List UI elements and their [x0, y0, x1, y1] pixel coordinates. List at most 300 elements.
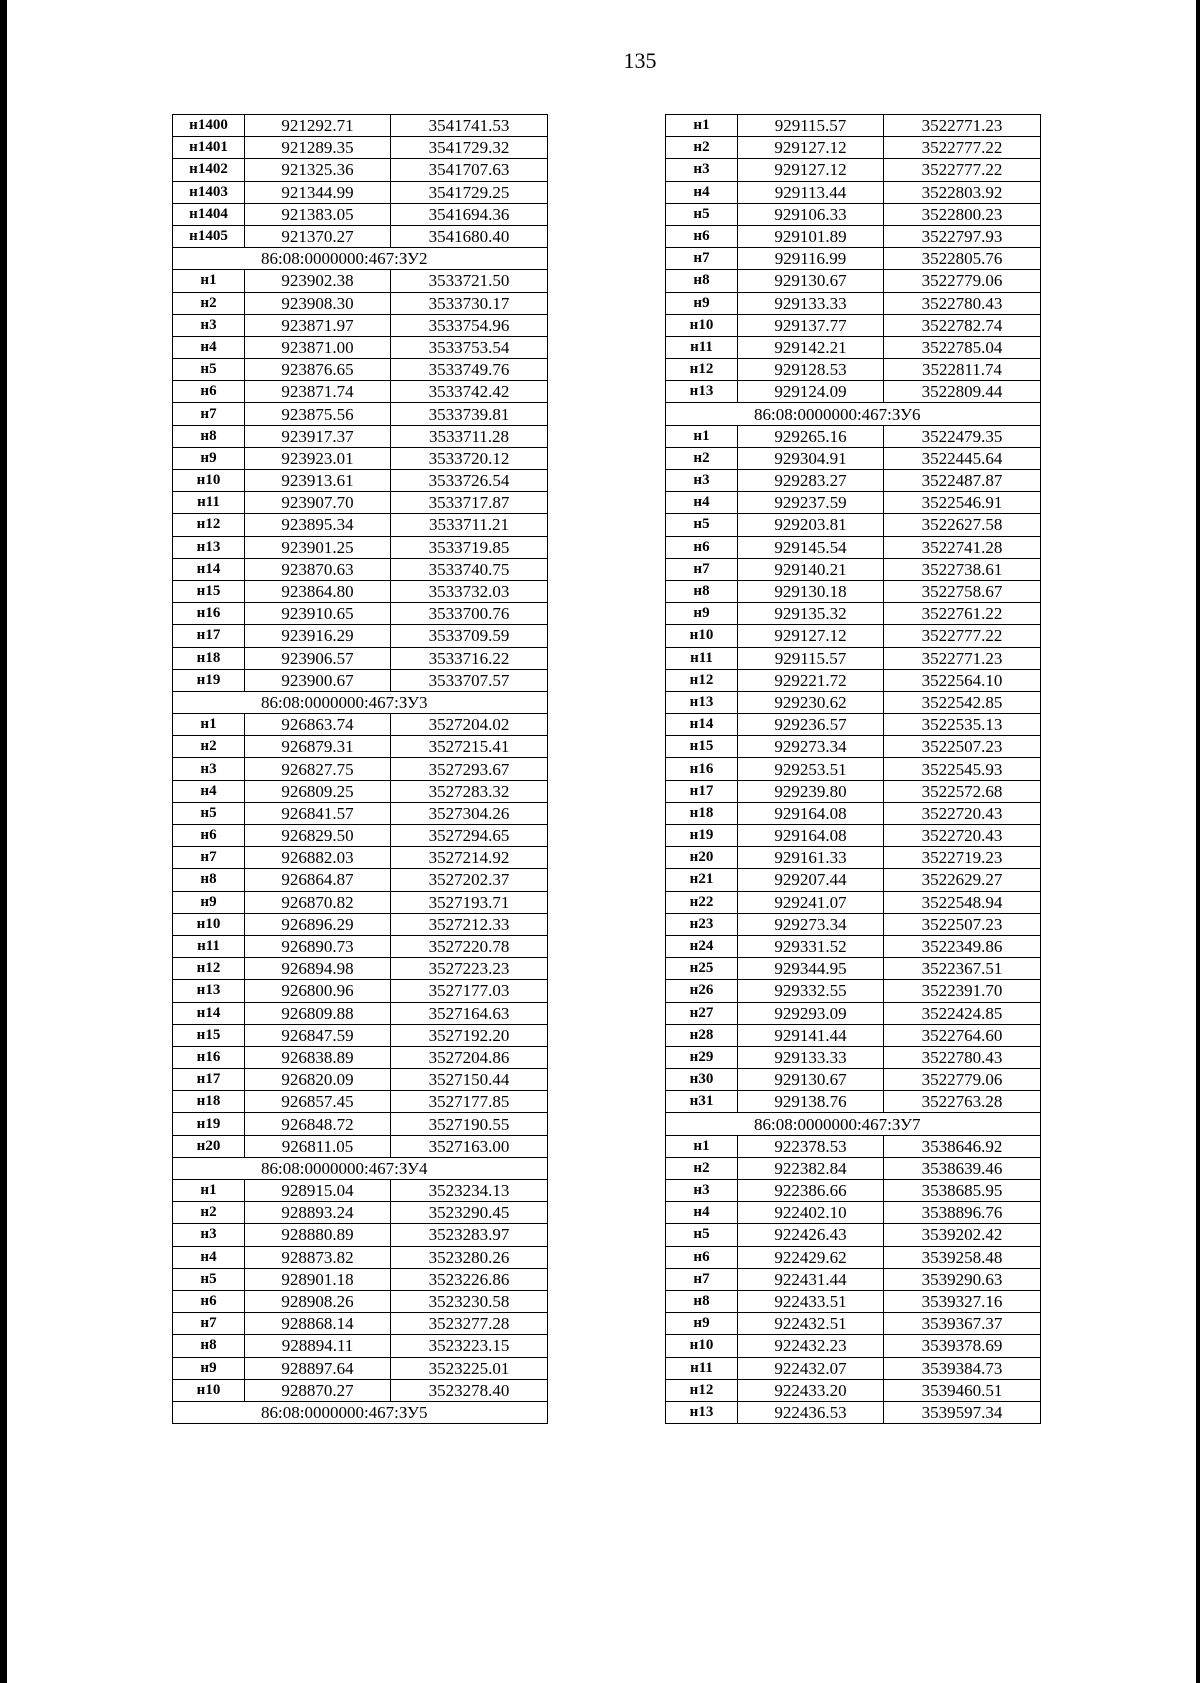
- table-row: [173, 736, 548, 758]
- table-row: [666, 1069, 1041, 1091]
- point-label: н3: [666, 159, 738, 181]
- x-coordinate: 929239.80: [738, 780, 884, 802]
- x-coordinate: 926829.50: [245, 825, 391, 847]
- table-row: [666, 381, 1041, 403]
- point-label: н3: [173, 758, 245, 780]
- x-coordinate: 929253.51: [738, 758, 884, 780]
- y-coordinate: 3527202.37: [391, 869, 548, 891]
- table-row: [666, 647, 1041, 669]
- point-label: н6: [666, 536, 738, 558]
- x-coordinate: 926809.25: [245, 780, 391, 802]
- point-label: н12: [173, 958, 245, 980]
- table-row: [666, 802, 1041, 824]
- point-label: н10: [173, 470, 245, 492]
- section-header-row: [173, 691, 548, 713]
- x-coordinate: 929127.12: [738, 159, 884, 181]
- y-coordinate: 3527192.20: [391, 1024, 548, 1046]
- coordinates-table-left: [172, 114, 548, 1424]
- table-row: [666, 115, 1041, 137]
- table-row: [666, 514, 1041, 536]
- point-label: н13: [173, 536, 245, 558]
- point-label: н3: [666, 470, 738, 492]
- x-coordinate: 926857.45: [245, 1091, 391, 1113]
- table-row: [666, 225, 1041, 247]
- point-label: н19: [173, 1113, 245, 1135]
- y-coordinate: 3522771.23: [884, 115, 1041, 137]
- table-row: [666, 1313, 1041, 1335]
- x-coordinate: 929344.95: [738, 958, 884, 980]
- y-coordinate: 3523278.40: [391, 1379, 548, 1401]
- x-coordinate: 929164.08: [738, 802, 884, 824]
- x-coordinate: 921344.99: [245, 181, 391, 203]
- section-header-row: [173, 1157, 548, 1179]
- x-coordinate: 929101.89: [738, 225, 884, 247]
- y-coordinate: 3523226.86: [391, 1268, 548, 1290]
- x-coordinate: 926882.03: [245, 847, 391, 869]
- point-label: н2: [173, 1202, 245, 1224]
- table-row: [666, 1224, 1041, 1246]
- y-coordinate: 3522785.04: [884, 336, 1041, 358]
- y-coordinate: 3539367.37: [884, 1313, 1041, 1335]
- table-row: [666, 935, 1041, 957]
- x-coordinate: 929130.67: [738, 270, 884, 292]
- y-coordinate: 3533740.75: [391, 558, 548, 580]
- x-coordinate: 929265.16: [738, 425, 884, 447]
- x-coordinate: 929283.27: [738, 470, 884, 492]
- point-label: н6: [173, 1290, 245, 1312]
- table-row: [173, 1290, 548, 1312]
- table-row: [173, 425, 548, 447]
- y-coordinate: 3539258.48: [884, 1246, 1041, 1268]
- x-coordinate: 928870.27: [245, 1379, 391, 1401]
- point-label: н7: [173, 847, 245, 869]
- y-coordinate: 3523234.13: [391, 1180, 548, 1202]
- y-coordinate: 3522720.43: [884, 825, 1041, 847]
- y-coordinate: 3538639.46: [884, 1157, 1041, 1179]
- y-coordinate: 3527283.32: [391, 780, 548, 802]
- x-coordinate: 926841.57: [245, 802, 391, 824]
- y-coordinate: 3527164.63: [391, 1002, 548, 1024]
- point-label: н20: [173, 1135, 245, 1157]
- point-label: н3: [173, 1224, 245, 1246]
- table-row: [173, 869, 548, 891]
- x-coordinate: 929241.07: [738, 891, 884, 913]
- y-coordinate: 3541729.25: [391, 181, 548, 203]
- table-row: [666, 1157, 1041, 1179]
- table-row: [173, 1069, 548, 1091]
- x-coordinate: 926870.82: [245, 891, 391, 913]
- table-row: [666, 980, 1041, 1002]
- y-coordinate: 3533707.57: [391, 669, 548, 691]
- point-label: н15: [173, 1024, 245, 1046]
- point-label: н1402: [173, 159, 245, 181]
- table-row: [666, 1246, 1041, 1268]
- table-row: [173, 115, 548, 137]
- y-coordinate: 3527163.00: [391, 1135, 548, 1157]
- point-label: н7: [666, 248, 738, 270]
- y-coordinate: 3522391.70: [884, 980, 1041, 1002]
- table-row: [173, 647, 548, 669]
- point-label: н13: [666, 691, 738, 713]
- table-row: [666, 1091, 1041, 1113]
- x-coordinate: 929332.55: [738, 980, 884, 1002]
- point-label: н11: [666, 336, 738, 358]
- y-coordinate: 3533711.21: [391, 514, 548, 536]
- point-label: н1403: [173, 181, 245, 203]
- table-row: [666, 1357, 1041, 1379]
- table-row: [173, 847, 548, 869]
- table-row: [173, 1180, 548, 1202]
- y-coordinate: 3527223.23: [391, 958, 548, 980]
- y-coordinate: 3527204.86: [391, 1046, 548, 1068]
- y-coordinate: 3522479.35: [884, 425, 1041, 447]
- y-coordinate: 3527212.33: [391, 913, 548, 935]
- y-coordinate: 3522507.23: [884, 736, 1041, 758]
- table-row: [173, 1002, 548, 1024]
- table-row: [666, 1135, 1041, 1157]
- y-coordinate: 3522367.51: [884, 958, 1041, 980]
- y-coordinate: 3522487.87: [884, 470, 1041, 492]
- x-coordinate: 929273.34: [738, 736, 884, 758]
- table-row: [666, 359, 1041, 381]
- y-coordinate: 3539327.16: [884, 1290, 1041, 1312]
- point-label: н8: [666, 580, 738, 602]
- point-label: н11: [173, 935, 245, 957]
- point-label: н14: [173, 1002, 245, 1024]
- table-row: [173, 536, 548, 558]
- x-coordinate: 929145.54: [738, 536, 884, 558]
- x-coordinate: 926838.89: [245, 1046, 391, 1068]
- x-coordinate: 923902.38: [245, 270, 391, 292]
- y-coordinate: 3522545.93: [884, 758, 1041, 780]
- y-coordinate: 3533730.17: [391, 292, 548, 314]
- point-label: н24: [666, 935, 738, 957]
- table-row: [173, 1202, 548, 1224]
- y-coordinate: 3522780.43: [884, 292, 1041, 314]
- point-label: н1: [666, 115, 738, 137]
- table-row: [666, 248, 1041, 270]
- y-coordinate: 3539202.42: [884, 1224, 1041, 1246]
- y-coordinate: 3538685.95: [884, 1180, 1041, 1202]
- x-coordinate: 922402.10: [738, 1202, 884, 1224]
- y-coordinate: 3522782.74: [884, 314, 1041, 336]
- table-row: [666, 203, 1041, 225]
- y-coordinate: 3522349.86: [884, 935, 1041, 957]
- table-row: [666, 625, 1041, 647]
- x-coordinate: 928880.89: [245, 1224, 391, 1246]
- point-label: н1: [666, 1135, 738, 1157]
- x-coordinate: 928897.64: [245, 1357, 391, 1379]
- table-row: [666, 336, 1041, 358]
- table-row: [173, 980, 548, 1002]
- x-coordinate: 928908.26: [245, 1290, 391, 1312]
- x-coordinate: 921325.36: [245, 159, 391, 181]
- table-row: [173, 1224, 548, 1246]
- point-label: н12: [173, 514, 245, 536]
- table-row: [666, 758, 1041, 780]
- table-row: [173, 603, 548, 625]
- section-header-row: [666, 403, 1041, 425]
- point-label: н21: [666, 869, 738, 891]
- y-coordinate: 3533716.22: [391, 647, 548, 669]
- x-coordinate: 929106.33: [738, 203, 884, 225]
- x-coordinate: 926820.09: [245, 1069, 391, 1091]
- point-label: н20: [666, 847, 738, 869]
- y-coordinate: 3522809.44: [884, 381, 1041, 403]
- point-label: н10: [666, 625, 738, 647]
- point-label: н11: [666, 647, 738, 669]
- y-coordinate: 3533742.42: [391, 381, 548, 403]
- point-label: н11: [666, 1357, 738, 1379]
- point-label: н9: [666, 1313, 738, 1335]
- table-row: [173, 203, 548, 225]
- x-coordinate: 929236.57: [738, 714, 884, 736]
- point-label: н1: [173, 714, 245, 736]
- y-coordinate: 3522777.22: [884, 137, 1041, 159]
- x-coordinate: 922386.66: [738, 1180, 884, 1202]
- x-coordinate: 926809.88: [245, 1002, 391, 1024]
- x-coordinate: 926863.74: [245, 714, 391, 736]
- x-coordinate: 923871.97: [245, 314, 391, 336]
- table-row: [173, 181, 548, 203]
- table-row: [173, 447, 548, 469]
- x-coordinate: 929137.77: [738, 314, 884, 336]
- table-row: [666, 159, 1041, 181]
- x-coordinate: 922431.44: [738, 1268, 884, 1290]
- scan-edge-left: [0, 0, 7, 1683]
- table-row: [666, 1180, 1041, 1202]
- y-coordinate: 3527193.71: [391, 891, 548, 913]
- table-row: [173, 1113, 548, 1135]
- table-row: [666, 1401, 1041, 1423]
- point-label: н26: [666, 980, 738, 1002]
- y-coordinate: 3527215.41: [391, 736, 548, 758]
- point-label: н4: [173, 336, 245, 358]
- x-coordinate: 929115.57: [738, 115, 884, 137]
- table-row: [666, 1379, 1041, 1401]
- x-coordinate: 923876.65: [245, 359, 391, 381]
- table-row: [173, 1357, 548, 1379]
- table-row: [173, 292, 548, 314]
- y-coordinate: 3522764.60: [884, 1024, 1041, 1046]
- y-coordinate: 3533749.76: [391, 359, 548, 381]
- x-coordinate: 926827.75: [245, 758, 391, 780]
- section-header-row: [173, 248, 548, 270]
- y-coordinate: 3522780.43: [884, 1046, 1041, 1068]
- x-coordinate: 929164.08: [738, 825, 884, 847]
- y-coordinate: 3541680.40: [391, 225, 548, 247]
- table-row: [666, 736, 1041, 758]
- x-coordinate: 923900.67: [245, 669, 391, 691]
- table-row: [173, 891, 548, 913]
- y-coordinate: 3522741.28: [884, 536, 1041, 558]
- table-row: [173, 802, 548, 824]
- point-label: н4: [666, 181, 738, 203]
- table-row: [666, 847, 1041, 869]
- x-coordinate: 929140.21: [738, 558, 884, 580]
- y-coordinate: 3522771.23: [884, 647, 1041, 669]
- x-coordinate: 921292.71: [245, 115, 391, 137]
- x-coordinate: 923913.61: [245, 470, 391, 492]
- table-row: [666, 603, 1041, 625]
- point-label: н1405: [173, 225, 245, 247]
- y-coordinate: 3533719.85: [391, 536, 548, 558]
- point-label: н6: [666, 225, 738, 247]
- point-label: н8: [173, 869, 245, 891]
- x-coordinate: 926894.98: [245, 958, 391, 980]
- y-coordinate: 3523290.45: [391, 1202, 548, 1224]
- point-label: н7: [666, 1268, 738, 1290]
- x-coordinate: 926896.29: [245, 913, 391, 935]
- page-number: 135: [623, 48, 657, 73]
- x-coordinate: 922432.51: [738, 1313, 884, 1335]
- section-cadastral-number: 86:08:0000000:467:ЗУ7: [666, 1113, 1041, 1135]
- table-row: [173, 1046, 548, 1068]
- table-row: [173, 137, 548, 159]
- y-coordinate: 3533754.96: [391, 314, 548, 336]
- y-coordinate: 3523280.26: [391, 1246, 548, 1268]
- y-coordinate: 3522507.23: [884, 913, 1041, 935]
- table-row: [173, 958, 548, 980]
- point-label: н8: [666, 270, 738, 292]
- table-row: [173, 1135, 548, 1157]
- point-label: н17: [666, 780, 738, 802]
- y-coordinate: 3527220.78: [391, 935, 548, 957]
- point-label: н12: [666, 1379, 738, 1401]
- x-coordinate: 929130.18: [738, 580, 884, 602]
- point-label: н1: [173, 1180, 245, 1202]
- y-coordinate: 3522777.22: [884, 625, 1041, 647]
- y-coordinate: 3522763.28: [884, 1091, 1041, 1113]
- table-row: [173, 1379, 548, 1401]
- y-coordinate: 3539460.51: [884, 1379, 1041, 1401]
- y-coordinate: 3523225.01: [391, 1357, 548, 1379]
- y-coordinate: 3533700.76: [391, 603, 548, 625]
- x-coordinate: 928915.04: [245, 1180, 391, 1202]
- table-row: [173, 669, 548, 691]
- table-row: [173, 935, 548, 957]
- scan-edge-right: [1196, 0, 1200, 1683]
- table-row: [666, 181, 1041, 203]
- y-coordinate: 3522805.76: [884, 248, 1041, 270]
- point-label: н4: [666, 492, 738, 514]
- y-coordinate: 3522803.92: [884, 181, 1041, 203]
- x-coordinate: 921370.27: [245, 225, 391, 247]
- table-row: [666, 314, 1041, 336]
- point-label: н4: [173, 780, 245, 802]
- y-coordinate: 3522542.85: [884, 691, 1041, 713]
- y-coordinate: 3527150.44: [391, 1069, 548, 1091]
- x-coordinate: 929127.12: [738, 625, 884, 647]
- point-label: н8: [173, 425, 245, 447]
- table-row: [173, 558, 548, 580]
- x-coordinate: 929141.44: [738, 1024, 884, 1046]
- point-label: н10: [173, 1379, 245, 1401]
- y-coordinate: 3541729.32: [391, 137, 548, 159]
- y-coordinate: 3522548.94: [884, 891, 1041, 913]
- x-coordinate: 926890.73: [245, 935, 391, 957]
- x-coordinate: 922433.20: [738, 1379, 884, 1401]
- point-label: н22: [666, 891, 738, 913]
- y-coordinate: 3522761.22: [884, 603, 1041, 625]
- table-row: [173, 225, 548, 247]
- table-row: [666, 869, 1041, 891]
- y-coordinate: 3522779.06: [884, 270, 1041, 292]
- table-row: [666, 780, 1041, 802]
- x-coordinate: 929293.09: [738, 1002, 884, 1024]
- point-label: н10: [173, 913, 245, 935]
- point-label: н6: [173, 381, 245, 403]
- point-label: н6: [173, 825, 245, 847]
- x-coordinate: 923871.74: [245, 381, 391, 403]
- point-label: н5: [173, 1268, 245, 1290]
- table-row: [173, 359, 548, 381]
- table-row: [666, 580, 1041, 602]
- point-label: н7: [173, 1313, 245, 1335]
- point-label: н28: [666, 1024, 738, 1046]
- table-row: [666, 1046, 1041, 1068]
- section-cadastral-number: 86:08:0000000:467:ЗУ6: [666, 403, 1041, 425]
- point-label: н4: [666, 1202, 738, 1224]
- point-label: н9: [173, 1357, 245, 1379]
- x-coordinate: 923864.80: [245, 580, 391, 602]
- point-label: н4: [173, 1246, 245, 1268]
- table-row: [666, 1002, 1041, 1024]
- x-coordinate: 923923.01: [245, 447, 391, 469]
- table-row: [666, 1202, 1041, 1224]
- point-label: н1400: [173, 115, 245, 137]
- point-label: н5: [173, 802, 245, 824]
- y-coordinate: 3541707.63: [391, 159, 548, 181]
- point-label: н7: [173, 403, 245, 425]
- x-coordinate: 929304.91: [738, 447, 884, 469]
- point-label: н1: [173, 270, 245, 292]
- x-coordinate: 926879.31: [245, 736, 391, 758]
- x-coordinate: 929113.44: [738, 181, 884, 203]
- x-coordinate: 923910.65: [245, 603, 391, 625]
- y-coordinate: 3539290.63: [884, 1268, 1041, 1290]
- x-coordinate: 929133.33: [738, 1046, 884, 1068]
- x-coordinate: 922378.53: [738, 1135, 884, 1157]
- point-label: н17: [173, 625, 245, 647]
- point-label: н5: [666, 514, 738, 536]
- y-coordinate: 3533720.12: [391, 447, 548, 469]
- y-coordinate: 3522719.23: [884, 847, 1041, 869]
- point-label: н18: [666, 802, 738, 824]
- point-label: н15: [666, 736, 738, 758]
- x-coordinate: 926848.72: [245, 1113, 391, 1135]
- point-label: н29: [666, 1046, 738, 1068]
- x-coordinate: 923917.37: [245, 425, 391, 447]
- y-coordinate: 3522535.13: [884, 714, 1041, 736]
- point-label: н2: [666, 447, 738, 469]
- x-coordinate: 929124.09: [738, 381, 884, 403]
- point-label: н19: [666, 825, 738, 847]
- point-label: н9: [666, 292, 738, 314]
- y-coordinate: 3533732.03: [391, 580, 548, 602]
- x-coordinate: 929115.57: [738, 647, 884, 669]
- point-label: н13: [666, 381, 738, 403]
- point-label: н13: [173, 980, 245, 1002]
- section-cadastral-number: 86:08:0000000:467:ЗУ2: [173, 248, 548, 270]
- x-coordinate: 923916.29: [245, 625, 391, 647]
- table-row: [666, 669, 1041, 691]
- point-label: н1: [666, 425, 738, 447]
- x-coordinate: 922429.62: [738, 1246, 884, 1268]
- table-row: [173, 1246, 548, 1268]
- table-row: [173, 336, 548, 358]
- x-coordinate: 929135.32: [738, 603, 884, 625]
